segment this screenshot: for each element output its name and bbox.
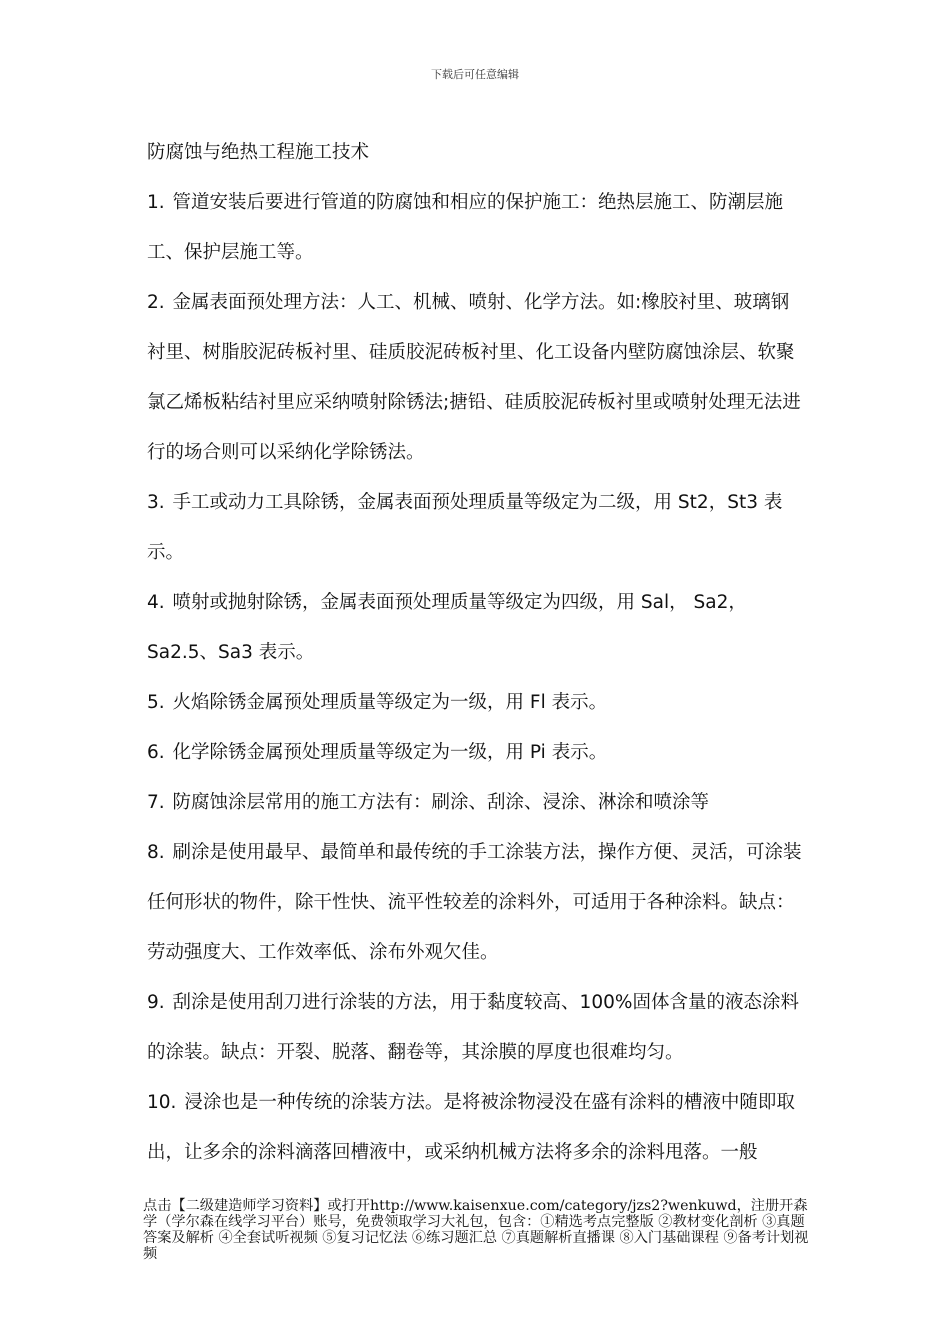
item-number: 7. [147,792,165,813]
list-item [143,728,807,778]
item-text: 金属表面预处理方法：人工、机械、喷射、化学方法。如:橡胶衬里、玻璃钢衬里、树脂胶泥砖板衬里、硅质胶泥砖板衬里、化工设备内壁防腐蚀涂层、软聚氯乙烯板粘结衬里应采纳喷射除锈法;搪铅、硅质胶泥砖板衬里或喷射处理无法进行的场合则可以采纳化学除锈法。 [147,292,801,463]
item-number: 1. [147,192,165,213]
item-number: 9. [147,992,165,1013]
item-number: 5. [147,692,165,713]
item-text: 手工或动力工具除锈，金属表面预处理质量等级定为二级，用 St2，St3 表示。 [147,492,783,563]
item-number: 3. [147,492,165,513]
kaisenxue-url-link[interactable]: http://www.kaisenxue.com/category/jzs2?wenkuwd [370,1198,737,1214]
footer-prefix: 点击 [143,1198,172,1214]
document-title: 防腐蚀与绝热工程施工技术 [147,142,370,163]
list-item [143,578,807,678]
list-item [143,178,807,278]
document-body [143,128,807,1178]
item-text: 刮涂是使用刮刀进行涂装的方法，用于黏度较高、100%固体含量的液态涂料的涂装。缺点：开裂、脱落、翻卷等，其涂膜的厚度也很难均匀。 [147,992,799,1063]
item-number: 6. [147,742,165,763]
list-item [143,478,807,578]
list-item [143,1078,807,1178]
footer-promo [143,1198,813,1262]
footer-middle: 或打开 [327,1198,371,1214]
footer-description: ，注册开森学（学尔森在线学习平台）账号，免费领取学习大礼包，包含：①精选考点完整版 ②教材变化剖析 ③真题答案及解析 ④全套试听视频 ⑤复习记忆法 ⑥练习题汇总 ⑦真题解析直播课 ⑧入门基础课程 ⑨备考计划视频 [143,1198,809,1262]
item-text: 火焰除锈金属预处理质量等级定为一级，用 Fl 表示。 [172,692,608,713]
item-text: 防腐蚀涂层常用的施工方法有：刷涂、刮涂、浸涂、淋涂和喷涂等 [172,792,710,813]
header-note: 下载后可任意编辑 [431,68,519,81]
list-item [143,278,807,478]
list-item [143,978,807,1078]
item-number: 4. [147,592,165,613]
item-text: 刷涂是使用最早、最简单和最传统的手工涂装方法，操作方便、灵活，可涂装任何形状的物件，除干性快、流平性较差的涂料外，可适用于各种涂料。缺点：劳动强度大、工作效率低、涂布外观欠佳。 [147,842,802,963]
item-text: 喷射或抛射除锈，金属表面预处理质量等级定为四级，用 Sal， Sa2，Sa2.5、Sa3 表示。 [147,592,747,663]
item-text: 管道安装后要进行管道的防腐蚀和相应的保护施工：绝热层施工、防潮层施工、保护层施工等。 [147,192,784,263]
item-text: 化学除锈金属预处理质量等级定为一级，用 Pi 表示。 [172,742,608,763]
list-item [143,828,807,978]
list-item [143,778,807,828]
item-number: 2. [147,292,165,313]
item-number: 8. [147,842,165,863]
study-materials-link[interactable]: 【二级建造师学习资料】 [171,1198,328,1214]
item-text: 浸涂也是一种传统的涂装方法。是将被涂物浸没在盛有涂料的槽液中随即取出，让多余的涂料滴落回槽液中，或采纳机械方法将多余的涂料甩落。一般 [147,1092,795,1163]
list-item [143,678,807,728]
item-number: 10. [147,1092,177,1113]
